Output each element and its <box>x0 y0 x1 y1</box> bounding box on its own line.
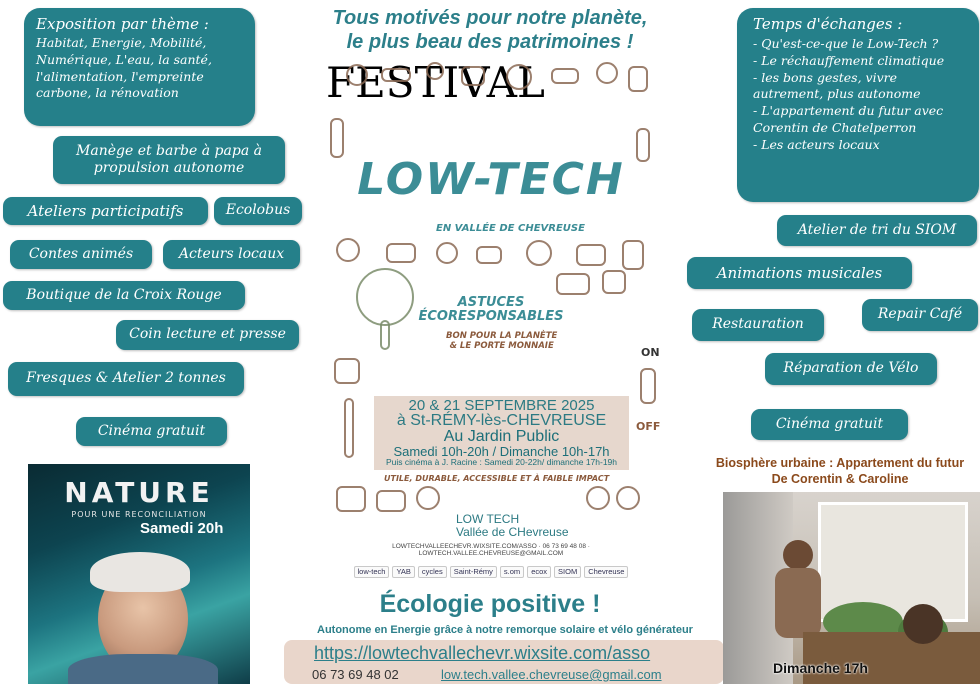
exposition-box <box>24 8 255 126</box>
doodle-icon <box>436 242 458 264</box>
white-hair-shape <box>90 552 190 592</box>
astuces-sub2: & LE PORTE MONNAIE <box>449 340 554 351</box>
nature-film-image <box>28 464 250 684</box>
list-item: - Qu'est-ce-que le Low-Tech ? <box>753 36 939 52</box>
sponsor-logo: YAB <box>392 566 414 578</box>
phone-number: 06 73 69 48 02 <box>312 667 399 682</box>
biosphere-caption <box>700 456 980 487</box>
bicycle-wheel-icon <box>586 486 610 510</box>
event-cinema-note: Puis cinéma à J. Racine : Samedi 20-22h/ dimanche 17h-19h <box>385 457 618 467</box>
sponsor-logos <box>326 556 656 588</box>
acteurs-pill: Acteurs locaux <box>163 240 300 269</box>
restauration-pill: Restauration <box>692 309 824 341</box>
sponsor-logo: SIOM <box>554 566 581 578</box>
event-venue: Au Jardin Public <box>443 428 560 445</box>
sponsor-logo: ecox <box>527 566 551 578</box>
doodle-icon <box>336 238 360 262</box>
reparation-velo-pill: Réparation de Vélo <box>765 353 937 385</box>
caption-line1: Biosphère urbaine : Appartement du futur <box>715 456 965 470</box>
film-subtitle: POUR UNE RECONCILIATION <box>71 510 207 519</box>
echanges-list <box>753 36 969 153</box>
sponsor-logo: Chevreuse <box>584 566 628 578</box>
sponsor-logo: cycles <box>418 566 447 578</box>
doodle-icon <box>416 486 440 510</box>
doodle-icon <box>628 66 648 92</box>
doodle-icon <box>461 66 485 86</box>
kitchen-time: Dimanche 17h <box>773 660 868 676</box>
list-item: - les bons gestes, vivre autrement, plus autonome <box>753 69 921 102</box>
echanges-title: Temps d'échanges : <box>753 15 903 33</box>
kitchen-image <box>723 492 980 684</box>
doodle-icon <box>576 244 606 266</box>
sponsor-logo: low-tech <box>354 566 390 578</box>
assoc-line1: LOW TECH <box>456 512 520 526</box>
contact-box <box>284 640 724 684</box>
window-shape <box>818 502 968 622</box>
poster-slogan: UTILE, DURABLE, ACCESSIBLE ET À FAIBLE IMPACT <box>384 474 610 483</box>
switch-icon <box>640 368 656 404</box>
poster-contact-line: LOWTECHVALLEECHEVR.WIXSITE.COM/ASSO · 06 73 69 48 08 · LOWTECH.VALLEE.CHEVREUSE@GMAIL.COM <box>392 543 590 557</box>
fresques-pill: Fresques & Atelier 2 tonnes <box>8 362 244 396</box>
doodle-icon <box>622 240 644 270</box>
astuces-sub1: BON POUR LA PLANÈTE <box>446 331 558 341</box>
film-title: NATURE <box>64 476 214 509</box>
astuces-block <box>326 296 656 325</box>
list-item: - Les acteurs locaux <box>753 136 880 152</box>
email-link[interactable]: low.tech.vallee.chevreuse@gmail.com <box>441 667 662 682</box>
event-place: à St-RÉMY-lès-CHEVREUSE <box>396 412 607 429</box>
ecologie-heading: Écologie positive ! <box>379 590 601 618</box>
headline-line1: Tous motivés pour notre planète, <box>332 7 648 29</box>
astuces-line1: ASTUCES <box>457 295 525 310</box>
tri-pill: Atelier de tri du SIOM <box>777 215 977 246</box>
festival-poster <box>326 58 661 588</box>
ecolobus-pill: Ecolobus <box>214 197 302 225</box>
doodle-icon <box>330 118 344 158</box>
person-body-shape <box>775 568 821 638</box>
poster-subtitle: EN VALLÉE DE CHEVREUSE <box>436 223 585 234</box>
counter-shape <box>803 632 980 684</box>
astuces-line2: ÉCORESPONSABLES <box>418 309 564 325</box>
autonome-text: Autonome en Energie grâce à notre remorque solaire et vélo générateur <box>317 624 693 636</box>
doodle-icon <box>381 68 411 82</box>
manege-pill: Manège et barbe à papa à propulsion autonome <box>53 136 285 184</box>
off-label: OFF <box>636 420 661 433</box>
coin-lecture-pill: Coin lecture et presse <box>116 320 299 350</box>
assoc-line2: Vallée de CHevreuse <box>456 524 569 539</box>
on-label: ON <box>641 346 660 359</box>
doodle-icon <box>334 358 360 384</box>
headline-line2: le plus beau des patrimoines ! <box>346 31 634 53</box>
doodle-icon <box>346 64 368 86</box>
doodle-icon <box>336 486 366 512</box>
doodle-icon <box>596 62 618 84</box>
festival-title-text: FESTIVAL <box>326 58 545 107</box>
doodle-icon <box>526 240 552 266</box>
doodle-icon <box>551 68 579 84</box>
repair-pill: Repair Café <box>862 299 978 331</box>
list-item: - L'appartement du futur avec Corentin de Chatelperron <box>753 103 944 135</box>
event-date: 20 & 21 SEPTEMBRE 2025 <box>408 397 595 414</box>
animations-pill: Animations musicales <box>687 257 912 289</box>
person-head-shape <box>903 604 943 644</box>
film-time: Samedi 20h <box>140 520 224 537</box>
festival-title-line2 <box>326 154 656 205</box>
doodle-icon <box>386 243 416 263</box>
contes-pill: Contes animés <box>10 240 152 269</box>
festival-title-text: LOW-TECH <box>357 154 625 205</box>
doodle-icon <box>602 270 626 294</box>
person-head-shape <box>783 540 813 570</box>
headline <box>290 6 690 54</box>
echanges-box <box>737 8 979 202</box>
exposition-title: Exposition par thème : <box>36 15 209 33</box>
boutique-pill: Boutique de la Croix Rouge <box>3 281 245 310</box>
doodle-icon <box>556 273 590 295</box>
sponsor-logo: Saint-Rémy <box>450 566 497 578</box>
shirt-shape <box>68 654 218 684</box>
list-item: - Le réchauffement climatique <box>753 52 945 68</box>
wind-turbine-icon <box>344 398 354 458</box>
association-logo <box>456 513 569 538</box>
sponsor-logo: s.om <box>500 566 524 578</box>
exposition-text: Habitat, Energie, Mobilité, Numérique, L'eau, la santé, l'alimentation, l'empreinte carbone, la rénovation <box>36 35 212 101</box>
event-hours: Samedi 10h-20h / Dimanche 10h-17h <box>393 444 610 459</box>
doodle-icon <box>426 62 444 80</box>
date-block <box>374 396 629 470</box>
doodle-icon <box>376 490 406 512</box>
bicycle-wheel-icon <box>616 486 640 510</box>
doodle-icon <box>476 246 502 264</box>
doodle-icon <box>506 64 532 90</box>
cinema-pill-right: Cinéma gratuit <box>751 409 908 440</box>
astuces-sub <box>446 332 557 352</box>
cinema-pill-left: Cinéma gratuit <box>76 417 227 446</box>
website-link[interactable]: https://lowtechvallechevr.wixsite.com/asso <box>314 643 651 663</box>
caption-line2: De Corentin & Caroline <box>771 471 909 486</box>
ateliers-pill: Ateliers participatifs <box>3 197 208 225</box>
